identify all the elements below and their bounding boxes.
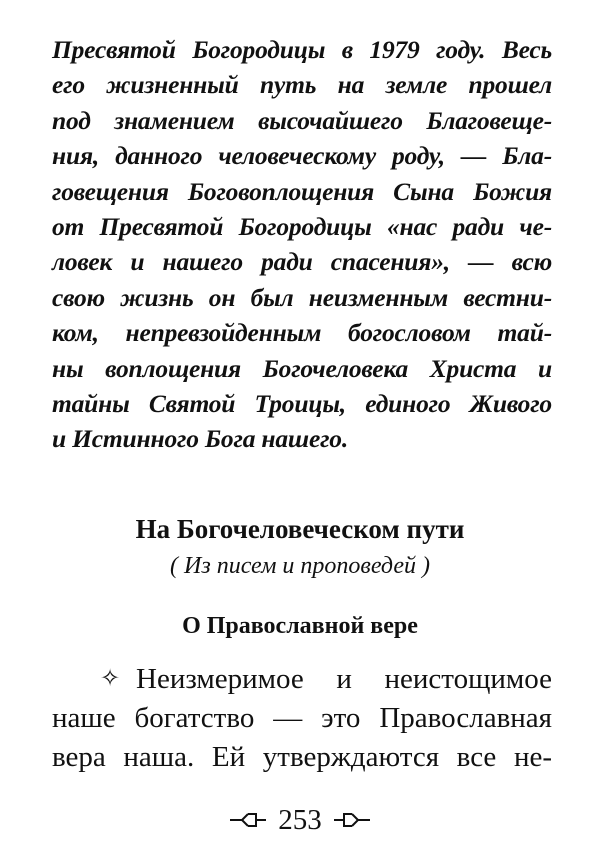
page-number: 253 — [278, 804, 322, 836]
body-line — [52, 660, 552, 699]
intro-line: под знамением высочайшего Благовеще- — [52, 105, 552, 135]
intro-line: ния, данного человеческому роду, — Бла- — [52, 141, 552, 171]
intro-line: Пресвятой Богородицы в 1979 году. Весь — [52, 35, 552, 64]
intro-line: свою жизнь он был неизменным вестни- — [52, 282, 552, 312]
intro-line: тайны Святой Троицы, единого Живого — [52, 388, 552, 418]
right-ornament-icon — [332, 810, 372, 830]
intro-line: ком, непревзойденным богословом тай- — [52, 318, 552, 348]
intro-line: ловек и нашего ради спасения», — всю — [52, 247, 552, 277]
page-footer — [0, 802, 600, 838]
intro-paragraph — [52, 32, 552, 457]
intro-line: и Истинного Бога нашего. — [52, 424, 349, 454]
body-line: вера наша. Ей утверждаются все не- — [52, 741, 552, 773]
subheading: О Православной вере — [182, 613, 418, 639]
intro-line: говещения Боговоплощения Сына Божия — [52, 176, 552, 206]
star-ornament-icon: ✧ — [100, 666, 121, 692]
body-line-text: Неизмеримое и неистощимое — [136, 663, 552, 695]
section-title: На Богочеловеческом пути — [135, 514, 465, 544]
left-ornament-icon — [228, 810, 268, 830]
intro-line: от Пресвятой Богородицы «нас ради че- — [52, 211, 552, 241]
section-subtitle: ( Из писем и проповедей ) — [170, 553, 430, 579]
body-line: наше богатство — это Православная — [52, 702, 552, 734]
body-paragraph — [52, 660, 552, 777]
intro-line: ны воплощения Богочеловека Христа и — [52, 353, 552, 383]
intro-line: его жизненный путь на земле прошел — [52, 70, 552, 100]
